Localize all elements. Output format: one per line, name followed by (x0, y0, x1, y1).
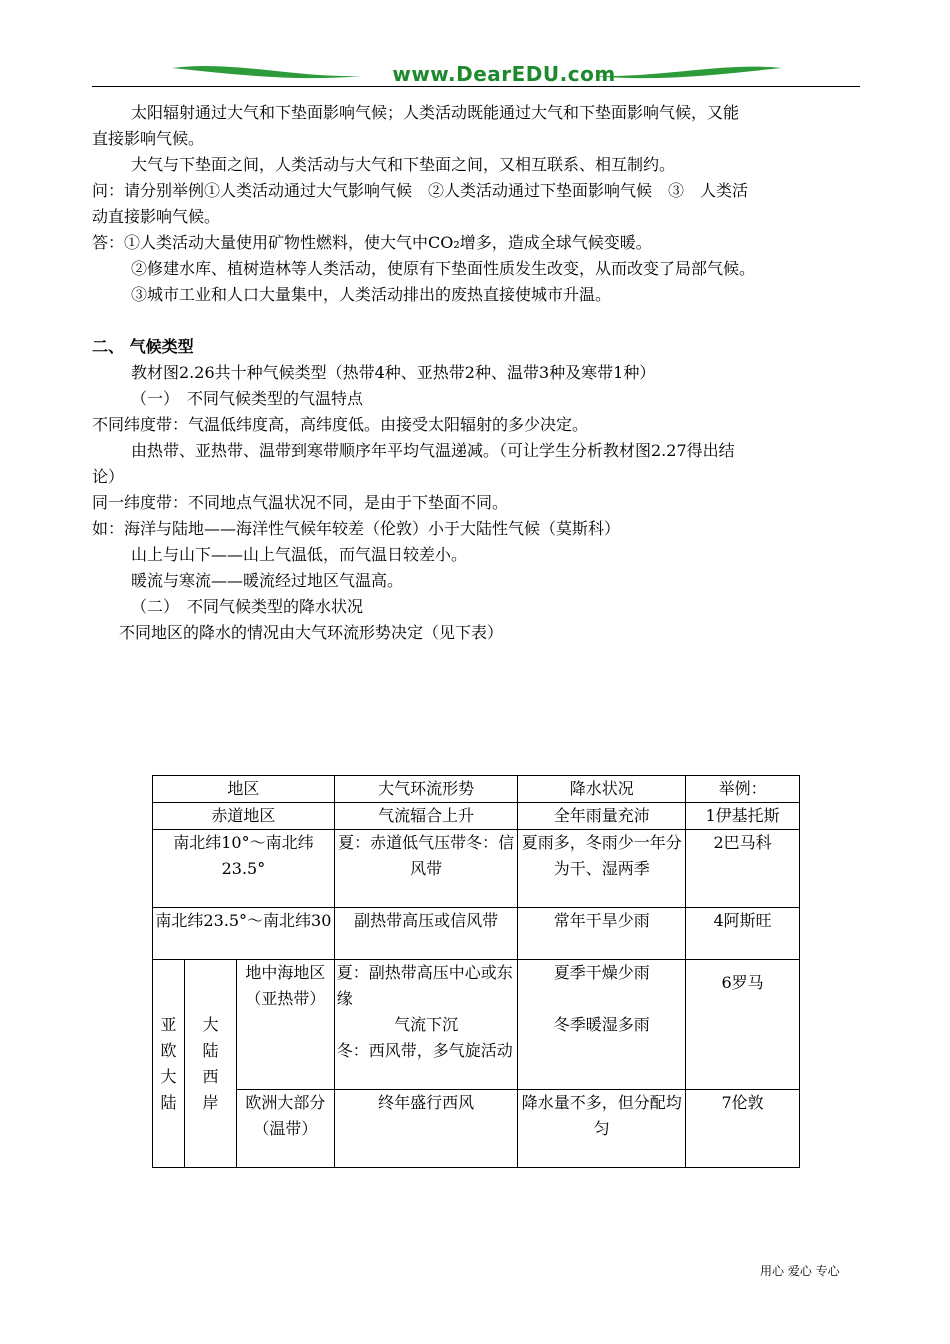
cell-example: 1伊基托斯 (686, 803, 800, 830)
header-circulation: 大气环流形势 (334, 776, 518, 803)
temperature-order-cont: 论） (92, 467, 125, 486)
question-line: 问：请分别举例①人类活动通过大气影响气候 ②人类活动通过下垫面影响气候 ③ 人类活 (92, 181, 749, 200)
example-mountain: 山上与山下——山上气温低，而气温日较差小。 (131, 545, 468, 564)
table-row (153, 1090, 800, 1168)
precip-winter: 冬季暖湿多雨 (553, 1015, 650, 1034)
cell-precipitation: 降水量不多，但分配均匀 (518, 1090, 686, 1168)
precipitation-intro: 不同地区的降水的情况由大气环流形势决定（见下表） (119, 623, 504, 642)
example-ocean-land: 如：海洋与陆地——海洋性气候年较差（伦敦）小于大陆性气候（莫斯科） (92, 519, 621, 538)
subheading-precipitation: （二） 不同气候类型的降水状况 (131, 597, 364, 616)
site-logo[interactable]: www.DearEDU.com (392, 62, 616, 86)
cell-circulation: 副热带高压或信风带 (334, 908, 518, 960)
answer-2: ②修建水库、植树造林等人类活动，使原有下垫面性质发生改变，从而改变了局部气候。 (131, 259, 756, 278)
header-example: 举例： (686, 776, 800, 803)
subheading-temperature: （一） 不同气候类型的气温特点 (131, 389, 364, 408)
cell-region: 南北纬10°～南北纬23.5° (153, 830, 335, 908)
table-row (153, 803, 800, 830)
cell-precipitation: 夏雨多，冬雨少一年分为干、湿两季 (518, 830, 686, 908)
cell-continent: 亚欧大陆 (153, 960, 185, 1168)
paragraph-1-cont: 直接影响气候。 (92, 129, 205, 148)
cell-coast: 大陆西岸 (184, 960, 236, 1168)
table-row (153, 908, 800, 960)
header-divider (92, 86, 860, 87)
paragraph-1: 太阳辐射通过大气和下垫面影响气候；人类活动既能通过大气和下垫面影响气候，又能 (131, 103, 740, 122)
latitude-same: 同一纬度带：不同地点气温状况不同，是由于下垫面不同。 (92, 493, 509, 512)
temperature-order: 由热带、亚热带、温带到寒带顺序年平均气温递减。（可让学生分析教材图2.27得出结 (131, 441, 735, 460)
header-precipitation: 降水状况 (518, 776, 686, 803)
latitude-different: 不同纬度带：气温低纬度高，高纬度低。由接受太阳辐射的多少决定。 (92, 415, 589, 434)
table-header-row (153, 776, 800, 803)
question-line-cont: 动直接影响气候。 (92, 207, 221, 226)
cell-precipitation (518, 960, 686, 1090)
example-currents: 暖流与寒流——暖流经过地区气温高。 (131, 571, 404, 590)
page-footer: 用心 爱心 专心 (760, 1264, 840, 1278)
cell-example: 7伦敦 (686, 1090, 800, 1168)
paragraph-2: 大气与下垫面之间，人类活动与大气和下垫面之间，又相互联系、相互制约。 (131, 155, 676, 174)
page-header (92, 56, 860, 92)
precip-summer: 夏季干燥少雨 (553, 963, 650, 982)
answer-3: ③城市工业和人口大量集中，人类活动排出的废热直接使城市升温。 (131, 285, 612, 304)
section-heading: 二、 气候类型 (92, 337, 194, 356)
table-row (153, 960, 800, 1090)
table-row (153, 830, 800, 908)
cell-example: 2巴马科 (686, 830, 800, 908)
header-region: 地区 (153, 776, 335, 803)
cell-precipitation: 全年雨量充沛 (518, 803, 686, 830)
cell-precipitation: 常年干旱少雨 (518, 908, 686, 960)
cell-example: 4阿斯旺 (686, 908, 800, 960)
cell-region: 南北纬23.5°～南北纬30 (153, 908, 335, 960)
circulation-winter: 冬：西风带，多气旋活动 (336, 1041, 513, 1060)
cell-circulation: 气流辐合上升 (334, 803, 518, 830)
cell-region: 赤道地区 (153, 803, 335, 830)
cell-example: 6罗马 (686, 960, 800, 1090)
cell-region: 欧洲大部分（温带） (236, 1090, 334, 1168)
cell-circulation: 夏：赤道低气压带冬：信风带 (334, 830, 518, 908)
circulation-sinking: 气流下沉 (394, 1015, 459, 1034)
circulation-summer: 夏：副热带高压中心或东缘 (336, 963, 513, 1008)
cell-circulation: 终年盛行西风 (334, 1090, 518, 1168)
precipitation-table (152, 775, 800, 1168)
cell-region: 地中海地区（亚热带） (236, 960, 334, 1090)
textbook-note: 教材图2.26共十种气候类型（热带4种、亚热带2种、温带3种及寒带1种） (131, 363, 656, 382)
cell-circulation (334, 960, 518, 1090)
answer-1: 答：①人类活动大量使用矿物性燃料，使大气中CO₂增多，造成全球气候变暖。 (92, 233, 652, 252)
